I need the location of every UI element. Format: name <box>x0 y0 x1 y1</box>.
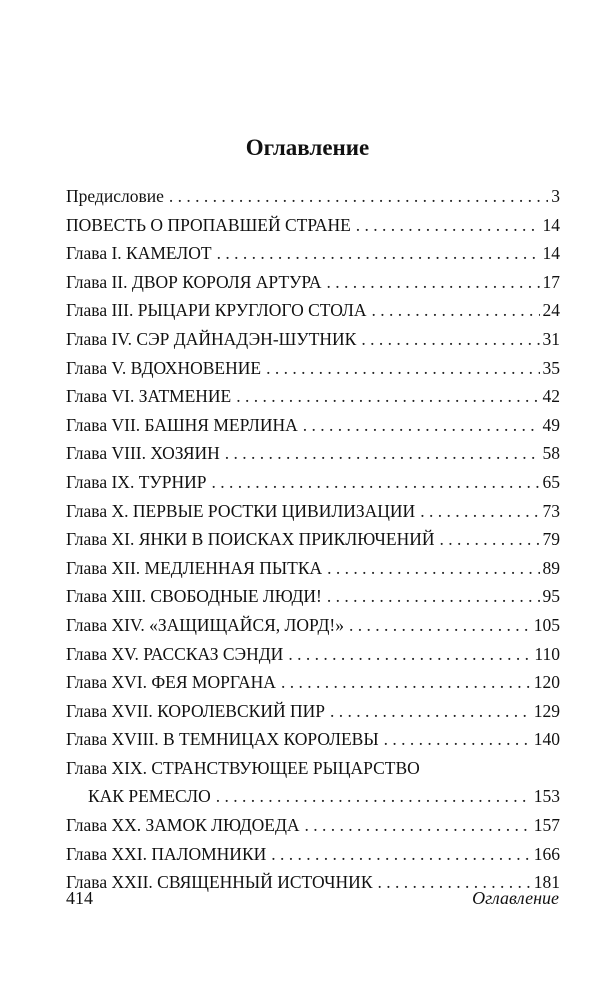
toc-entry <box>66 554 560 583</box>
toc-entry <box>66 525 560 554</box>
toc-entry-title: Глава XX. ЗАМОК ЛЮДОЕДА <box>66 815 300 836</box>
toc-entry <box>66 840 560 869</box>
toc-entry-title: Глава XVI. ФЕЯ МОРГАНА <box>66 672 276 693</box>
toc-entry-title-continued: КАК РЕМЕСЛО <box>88 786 211 807</box>
toc-entry <box>66 382 560 411</box>
toc-entry-title: Глава XIII. СВОБОДНЫЕ ЛЮДИ! <box>66 586 322 607</box>
dot-leader <box>330 697 531 726</box>
toc-entry-page: 95 <box>542 586 560 607</box>
toc-entry <box>66 354 560 383</box>
dot-leader <box>216 782 531 811</box>
dot-leader <box>372 296 540 325</box>
dot-leader <box>169 182 548 211</box>
dot-leader <box>349 611 531 640</box>
toc-entry-title: Предисловие <box>66 186 164 206</box>
toc-entry <box>66 296 560 325</box>
toc-entry-title: Глава V. ВДОХНОВЕНИЕ <box>66 357 262 378</box>
dot-leader <box>420 497 539 526</box>
toc-entry-page: 166 <box>533 843 560 864</box>
dot-leader <box>288 640 531 669</box>
toc-entry-page: 35 <box>542 357 560 378</box>
toc-entry-page: 105 <box>533 614 560 635</box>
toc-entry-title: Глава XII. МЕДЛЕННАЯ ПЫТКА <box>66 557 323 578</box>
toc-entry-title: Глава IX. ТУРНИР <box>66 471 207 492</box>
toc-entry-title: Глава I. КАМЕЛОТ <box>66 243 212 264</box>
toc-entry-page: 14 <box>542 214 560 235</box>
toc-entry-title: Глава XVIII. В ТЕМНИЦАХ КОРОЛЕВЫ <box>66 729 379 750</box>
dot-leader <box>236 382 539 411</box>
toc-entry-page: 65 <box>542 471 560 492</box>
toc-entry-title: Глава III. РЫЦАРИ КРУГЛОГО СТОЛА <box>66 300 367 321</box>
toc-entry-title: Глава XIX. СТРАНСТВУЮЩЕЕ РЫЦАРСТВО <box>66 757 420 778</box>
toc-entry-page: 31 <box>542 328 560 349</box>
dot-leader <box>225 439 540 468</box>
toc-entry <box>66 182 560 211</box>
toc-entry <box>66 239 560 268</box>
toc-entry-page: 153 <box>533 786 560 807</box>
toc-entry <box>66 697 560 726</box>
dot-leader <box>327 582 540 611</box>
dot-leader <box>266 354 539 383</box>
toc-entry <box>66 640 560 669</box>
toc-entry-title: Глава XV. РАССКАЗ СЭНДИ <box>66 643 284 664</box>
toc-entry-title: Глава X. ПЕРВЫЕ РОСТКИ ЦИВИЛИЗАЦИИ <box>66 500 416 521</box>
dot-leader <box>327 554 539 583</box>
toc-entry-page: 73 <box>542 500 560 521</box>
toc-entry <box>66 497 560 526</box>
toc-entry-title: Глава XXI. ПАЛОМНИКИ <box>66 843 267 864</box>
toc-entry-page: 14 <box>542 243 560 264</box>
dot-leader <box>281 668 531 697</box>
toc-entry-page: 58 <box>542 443 560 464</box>
toc-entry <box>66 668 560 697</box>
toc-entry-title: Глава XI. ЯНКИ В ПОИСКАХ ПРИКЛЮЧЕНИЙ <box>66 529 435 550</box>
dot-leader <box>327 268 540 297</box>
dot-leader <box>271 840 530 869</box>
toc-entry <box>66 268 560 297</box>
toc-entry <box>66 754 560 811</box>
dot-leader <box>356 211 540 240</box>
toc-entry <box>66 468 560 497</box>
dot-leader <box>384 725 531 754</box>
toc-entry-title: Глава II. ДВОР КОРОЛЯ АРТУРА <box>66 271 322 292</box>
toc-entry-page: 89 <box>542 557 560 578</box>
toc-entry-page: 79 <box>542 529 560 550</box>
toc-entry-page: 17 <box>542 271 560 292</box>
toc-entry-title: Глава VII. БАШНЯ МЕРЛИНА <box>66 414 298 435</box>
dot-leader <box>440 525 540 554</box>
toc-entry <box>66 411 560 440</box>
table-of-contents <box>66 182 560 897</box>
toc-entry-page: 129 <box>533 700 560 721</box>
dot-leader <box>217 239 540 268</box>
toc-entry-title: Глава VIII. ХОЗЯИН <box>66 443 220 464</box>
toc-entry-page: 49 <box>542 414 560 435</box>
toc-entry-title: Глава XXII. СВЯЩЕННЫЙ ИСТОЧНИК <box>66 872 373 893</box>
toc-entry <box>66 582 560 611</box>
toc-entry <box>66 211 560 240</box>
toc-entry-page: 140 <box>533 729 560 750</box>
toc-entry-title: Глава XIV. «ЗАЩИЩАЙСЯ, ЛОРД!» <box>66 614 344 635</box>
page-number: 414 <box>66 888 93 908</box>
toc-entry-page: 110 <box>534 643 560 664</box>
toc-entry-title: Глава XVII. КОРОЛЕВСКИЙ ПИР <box>66 700 325 721</box>
dot-leader <box>303 411 540 440</box>
dot-leader <box>305 811 531 840</box>
toc-entry-page: 42 <box>542 386 560 407</box>
toc-entry-page: 157 <box>533 815 560 836</box>
toc-entry-page: 181 <box>533 872 560 893</box>
dot-leader <box>212 468 540 497</box>
dot-leader <box>361 325 539 354</box>
toc-entry <box>66 325 560 354</box>
toc-entry <box>66 611 560 640</box>
toc-entry-title: Глава VI. ЗАТМЕНИЕ <box>66 386 232 407</box>
toc-entry-page: 3 <box>551 186 560 206</box>
toc-entry-page: 24 <box>542 300 560 321</box>
running-title: Оглавление <box>472 888 559 908</box>
toc-entry <box>66 725 560 754</box>
toc-entry <box>66 811 560 840</box>
page-title: Оглавление <box>245 135 370 160</box>
toc-entry-page: 120 <box>533 672 560 693</box>
toc-entry <box>66 439 560 468</box>
toc-entry-title: Глава IV. СЭР ДАЙНАДЭН-ШУТНИК <box>66 328 357 349</box>
toc-entry-title: ПОВЕСТЬ О ПРОПАВШЕЙ СТРАНЕ <box>66 214 351 235</box>
